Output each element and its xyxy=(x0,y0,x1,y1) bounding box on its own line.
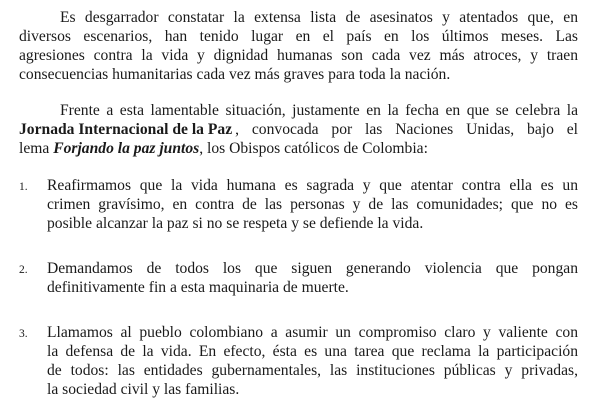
paragraph-1-line-1: Es desgarrador constatar la extensa lista de asesinatos y atentados que, en xyxy=(60,9,578,26)
item-2-number: 2. xyxy=(19,264,28,276)
motto: Forjando la paz juntos xyxy=(53,140,200,157)
item-2-line-2: definitivamente fin a esta maquinaria de muerte. xyxy=(47,279,349,296)
item-1-line-3: posible alcanzar la paz si no se respeta y se defiende la vida. xyxy=(47,215,424,232)
paragraph-2-line-3 xyxy=(19,140,428,158)
item-3-line-3: de todos: las entidades gubernamentales, las instituciones públicas y privadas, xyxy=(47,362,578,379)
paragraph-2-line-2-rest: , convocada por las Naciones Unidas, bajo el xyxy=(235,121,578,138)
item-2-line-1: Demandamos de todos los que siguen generando violencia que pongan xyxy=(47,260,578,277)
paragraph-2-line-1: Frente a esta lamentable situación, justamente en la fecha en que se celebra la xyxy=(60,102,578,119)
item-3-number: 3. xyxy=(19,328,28,340)
item-1-line-2: crimen gravísimo, en contra de las personas y de las comunidades; que no es xyxy=(47,196,578,213)
paragraph-1-line-4: consecuencias humanitarias cada vez más graves para toda la nación. xyxy=(19,66,451,83)
item-3-line-2: la defensa de la vida. En efecto, ésta es una tarea que reclama la participación xyxy=(47,343,578,360)
paragraph-2-line-3-start: lema xyxy=(19,140,54,157)
event-name: Jornada Internacional de la Paz xyxy=(19,121,233,138)
item-3-line-1: Llamamos al pueblo colombiano a asumir un compromiso claro y valiente con xyxy=(47,324,578,341)
item-3-line-4: la sociedad civil y las familias. xyxy=(47,381,240,398)
paragraph-1-line-2: diversos escenarios, han tenido lugar en el país en los últimos meses. Las xyxy=(19,28,578,45)
paragraph-2-line-3-rest: , los Obispos católicos de Colombia: xyxy=(199,140,428,157)
paragraph-1-line-3: agresiones contra la vida y dignidad humanas son cada vez más atroces, y traen xyxy=(19,47,578,64)
paragraph-2-line-2 xyxy=(19,121,578,139)
item-1-line-1: Reafirmamos que la vida humana es sagrada y que atentar contra ella es un xyxy=(47,177,578,194)
item-1-number: 1. xyxy=(19,181,28,193)
